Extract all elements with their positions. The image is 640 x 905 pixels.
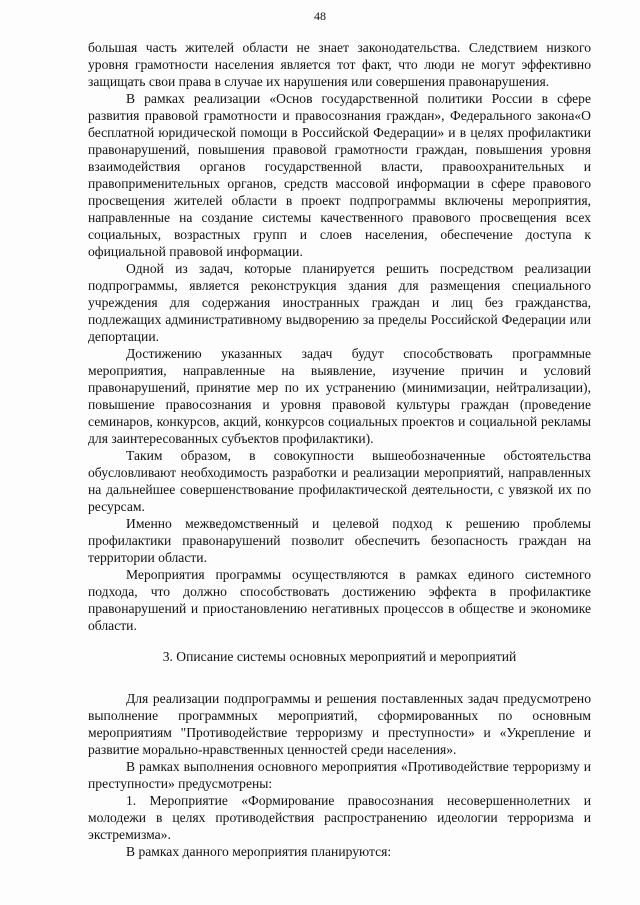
paragraph: Мероприятия программы осуществляются в рамках единого системного подхода, что должно способствовать достижению эффекта в профилактике правонарушений и приостановлению негативных процессов в обществе и экономике области. (88, 567, 591, 633)
paragraph: Достижению указанных задач будут способствовать программные мероприятия, направленные на выявление, изучение причин и условий правонарушений, принятие мер по их устранению (минимизации, нейтрализации), повышение правосознания и уровня правовой культуры граждан (проведение семинаров, конкурсов, акций, конкурсов социальных проектов и социальной рекламы для заинтересованных субъектов профилактики). (88, 346, 591, 446)
document-body (88, 39, 591, 860)
paragraph: В рамках выполнения основного мероприятия «Противодействие терроризму и преступности» предусмотрены: (88, 759, 591, 791)
section-heading: 3. Описание системы основных мероприятий и мероприятий (162, 649, 517, 664)
paragraph: Одной из задач, которые планируется решить посредством реализации подпрограммы, является реконструкция здания для размещения специального учреждения для содержания иностранных граждан и лиц без гражданства, подлежащих административному выдворению за пределы Российской Федерации или депортации. (88, 261, 591, 344)
paragraph: Для реализации подпрограммы и решения поставленных задач предусмотрено выполнение программных мероприятий, сформированных по основным мероприятиям "Противодействие терроризму и преступности» и «Укрепление и развитие морально-нравственных ценностей среди населения». (88, 691, 591, 757)
paragraph: В рамках данного мероприятия планируются: (126, 844, 392, 859)
paragraph: большая часть жителей области не знает законодательства. Следствием низкого уровня грамотности населения является тот факт, что люди не могут эффективно защищать свои права в случае их нарушения или совершения правонарушения. (88, 40, 591, 89)
paragraph: Таким образом, в совокупности вышеобозначенные обстоятельства обусловливают необходимость разработки и реализации мероприятий, направленных на дальнейшее совершенствование профилактической деятельности, с увязкой их по ресурсам. (88, 448, 591, 514)
paragraph: 1. Мероприятие «Формирование правосознания несовершеннолетних и молодежи в целях противодействия распространению идеологии терроризма и экстремизма». (88, 793, 591, 842)
paragraph: Именно межведомственный и целевой подход к решению проблемы профилактики правонарушений позволит обеспечить безопасность граждан на территории области. (88, 516, 591, 565)
paragraph: В рамках реализации «Основ государственной политики России в сфере развития правовой грамотности и правосознания граждан», Федерального закона«О бесплатной юридической помощи в Российской Федерации» и в целях профилактики правонарушений, повышения правовой грамотности граждан, повышения уровня взаимодействия органов государственной власти, правоохранительных и правоприменительных органов, средств массовой информации в сфере правового просвещения жителей области в проект подпрограммы включены мероприятия, направленные на создание системы качественного правового просвещения всех социальных, возрастных групп и слоев населения, обеспечение доступа к официальной правовой информации. (88, 91, 591, 259)
page-number: 48 (314, 9, 326, 23)
